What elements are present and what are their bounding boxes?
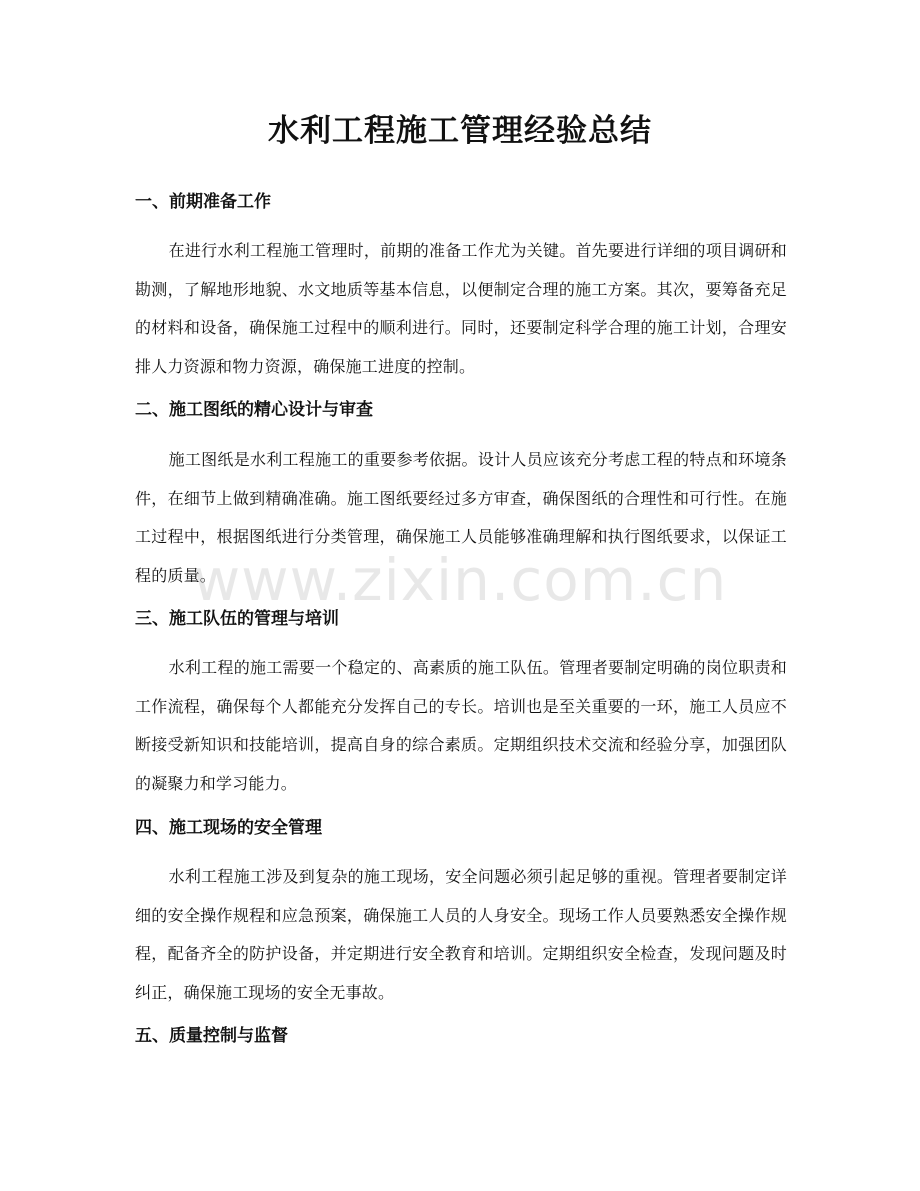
section-heading-4: 四、施工现场的安全管理 [135,818,322,838]
page-title: 水利工程施工管理经验总结 [268,113,652,149]
section-paragraph-1: 在进行水利工程施工管理时，前期的准备工作尤为关键。首先要进行详细的项目调研和勘测，了解地形地貌、水文地质等基本信息，以便制定合理的施工方案。其次，要筹备充足的材料和设备，确保施工过程中的顺利进行。同时，还要制定科学合理的施工计划，合理安排人力资源和物力资源，确保施工进度的控制。 [135,241,787,376]
section-heading-2: 二、施工图纸的精心设计与审查 [135,400,373,420]
section-heading-3: 三、施工队伍的管理与培训 [135,609,339,629]
section-heading-1: 一、前期准备工作 [135,192,271,212]
section-heading-5: 五、质量控制与监督 [135,1026,288,1046]
section-paragraph-3: 水利工程的施工需要一个稳定的、高素质的施工队伍。管理者要制定明确的岗位职责和工作流程，确保每个人都能充分发挥自己的专长。培训也是至关重要的一环，施工人员应不断接受新知识和技能培训，提高自身的综合素质。定期组织技术交流和经验分享，加强团队的凝聚力和学习能力。 [135,658,787,793]
watermark-text: www.zixin.com.cn [192,546,728,614]
section-paragraph-4: 水利工程施工涉及到复杂的施工现场，安全问题必须引起足够的重视。管理者要制定详细的安全操作规程和应急预案，确保施工人员的人身安全。现场工作人员要熟悉安全操作规程，配备齐全的防护设备，并定期进行安全教育和培训。定期组织安全检查，发现问题及时纠正，确保施工现场的安全无事故。 [135,867,787,1002]
section-paragraph-2: 施工图纸是水利工程施工的重要参考依据。设计人员应该充分考虑工程的特点和环境条件，在细节上做到精确准确。施工图纸要经过多方审查，确保图纸的合理性和可行性。在施工过程中，根据图纸进行分类管理，确保施工人员能够准确理解和执行图纸要求，以保证工程的质量。 [135,450,787,585]
